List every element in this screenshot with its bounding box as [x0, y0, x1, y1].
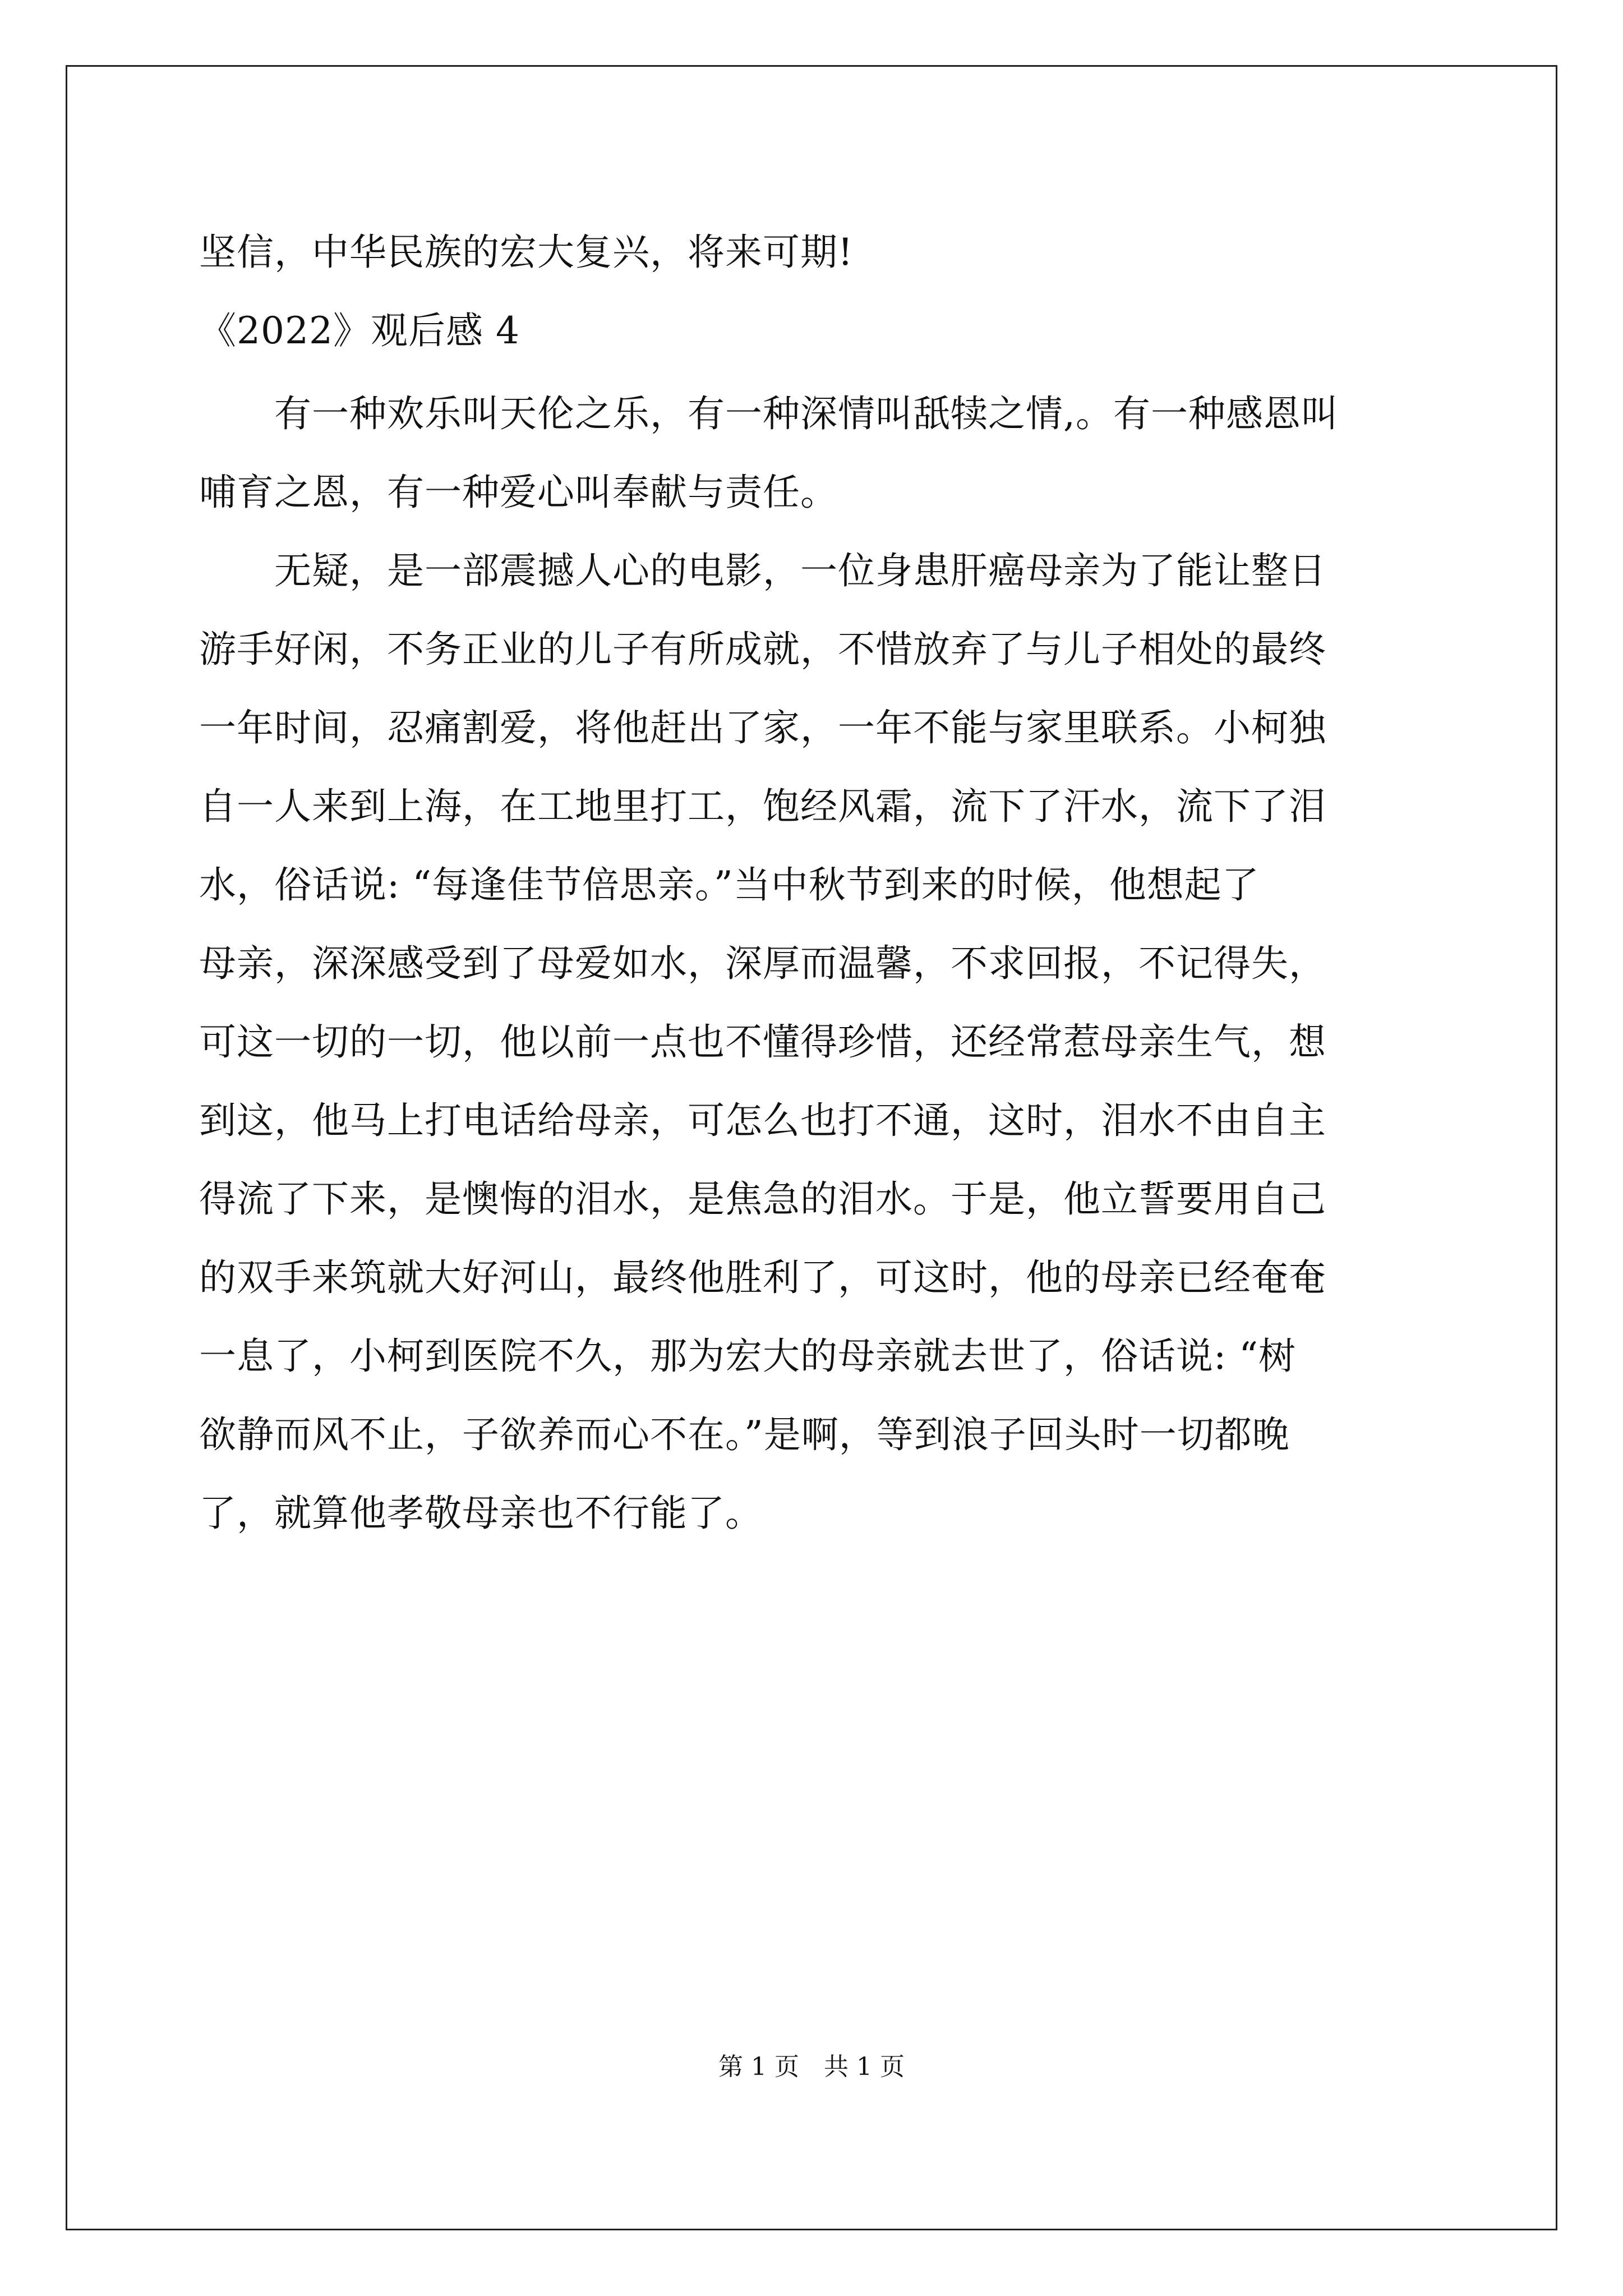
paragraph-line: 自一人来到上海，在工地里打工，饱经风霜，流下了汗水，流下了泪: [199, 785, 1326, 828]
paragraph-line: 母亲，深深感受到了母爱如水，深厚而温馨，不求回报，不记得失，: [199, 942, 1326, 985]
page-footer: 第 1 页 共 1 页: [718, 2053, 905, 2081]
paragraph-line: 了，就算他孝敬母亲也不行能了。: [199, 1492, 763, 1535]
paragraph-line: 一息了，小柯到医院不久，那为宏大的母亲就去世了，俗话说: “树: [199, 1335, 1296, 1378]
paragraph-2: [199, 532, 1433, 1553]
document-body: [199, 213, 1433, 1553]
paragraph-line: 无疑，是一部震撼人心的电影，一位身患肝癌母亲为了能让整日: [199, 549, 1326, 592]
paragraph-line: 的双手来筑就大好河山，最终他胜利了，可这时，他的母亲已经奄奄: [199, 1256, 1326, 1299]
paragraph-1: [199, 375, 1433, 532]
paragraph-line: 一年时间，忍痛割爱，将他赶出了家，一年不能与家里联系。小柯独: [199, 706, 1326, 749]
closing-line: 坚信，中华民族的宏大复兴，将来可期!: [199, 231, 854, 274]
section-heading: 《2022》观后感 4: [199, 309, 520, 352]
paragraph-line: 可这一切的一切，他以前一点也不懂得珍惜，还经常惹母亲生气，想: [199, 1020, 1326, 1064]
paragraph-line: 有一种欢乐叫天伦之乐，有一种深情叫舐犊之情,。有一种感恩叫: [199, 392, 1339, 435]
paragraph-line: 欲静而风不止，子欲养而心不在。”是啊，等到浪子回头时一切都晚: [199, 1413, 1290, 1456]
paragraph-line: 到这，他马上打电话给母亲，可怎么也打不通，这时，泪水不由自主: [199, 1099, 1326, 1142]
paragraph-line: 水，俗话说: “每逢佳节倍思亲。”当中秋节到来的时候，他想起了: [199, 863, 1260, 907]
paragraph-line: 游手好闲，不务正业的儿子有所成就，不惜放弃了与儿子相处的最终: [199, 628, 1326, 671]
paragraph-line: 得流了下来，是懊悔的泪水，是焦急的泪水。于是，他立誓要用自己: [199, 1177, 1326, 1221]
paragraph-line: 哺育之恩，有一种爱心叫奉献与责任。: [199, 471, 838, 514]
